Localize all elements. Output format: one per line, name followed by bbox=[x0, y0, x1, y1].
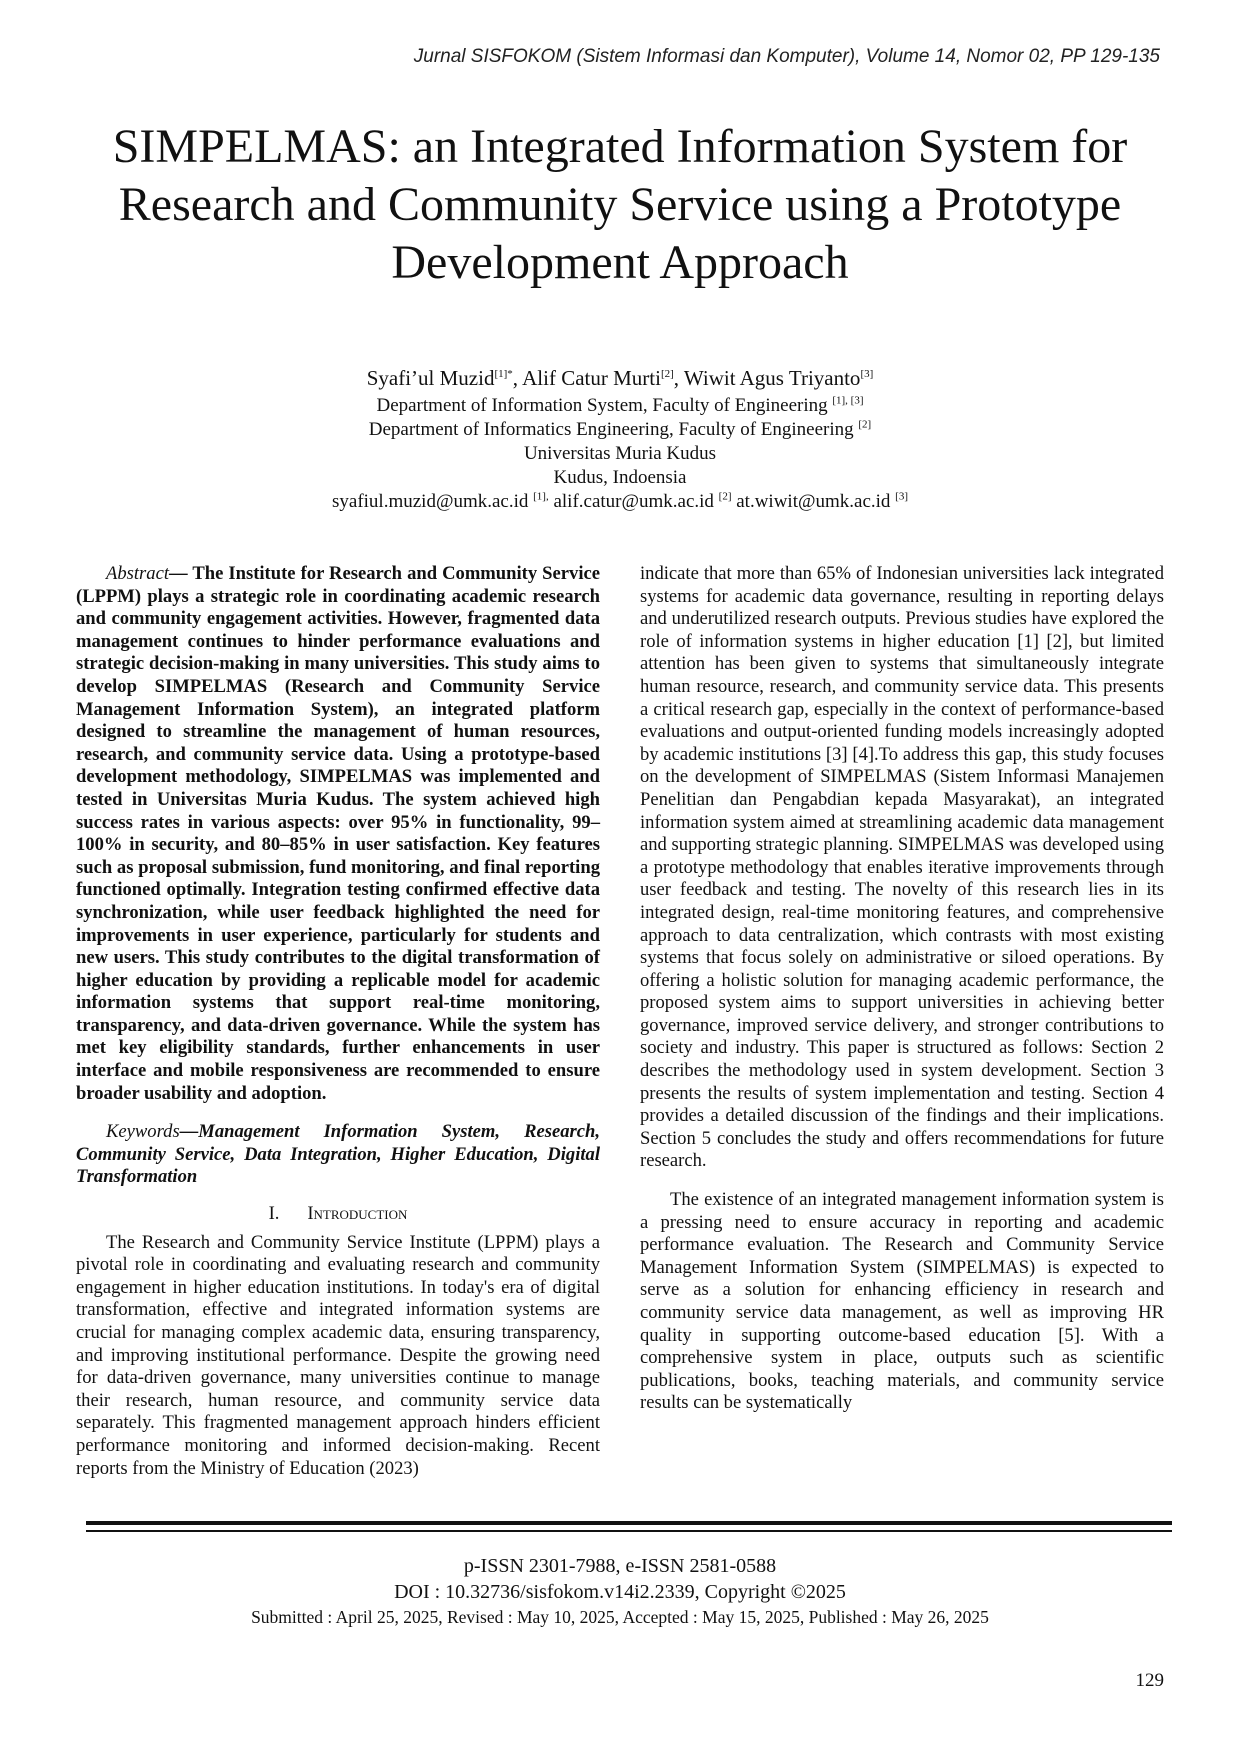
title-line-2: Research and Community Service using a Prototype bbox=[118, 178, 1122, 231]
footer-dates: Submitted : April 25, 2025, Revised : May 10, 2025, Accepted : May 15, 2025, Published : May 26, 2025 bbox=[251, 1607, 989, 1627]
section-number: I. bbox=[268, 1203, 280, 1225]
author-2-ref: [2] bbox=[660, 368, 674, 380]
author-3-ref: [3] bbox=[860, 368, 874, 380]
author-3: Wiwit Agus Triyanto bbox=[683, 366, 861, 390]
email-2-ref: [2] bbox=[718, 490, 732, 503]
keywords-text: —Management Information System, Research, Community Service, Data Integration, Higher Education, Digital Transformation bbox=[76, 1121, 600, 1188]
author-sep: , bbox=[673, 366, 684, 390]
section-title: Introduction bbox=[307, 1203, 408, 1225]
email-3-ref: [3] bbox=[895, 490, 908, 503]
intro-paragraph-1-continued: indicate that more than 65% of Indonesian universities lack integrated systems for academic data governance, resulting in reporting delays and underutilized research outputs. Previous studies have explored the role of information systems in higher education [1] [2], but limited attention has been given to systems that simultaneously integrate human resource, research, and community service data. This presents a critical research gap, especially in the context of performance-based evaluations and output-oriented funding models increasingly adopted by academic institutions [3] [4].To address this gap, this study focuses on the development of SIMPELMAS (Sistem Informasi Manajemen Penelitian dan Pengabdian kepada Masyarakat), an integrated information system aimed at streamlining academic data management and supporting strategic planning. SIMPELMAS was developed using a prototype methodology that enables iterative improvements through user feedback and testing. The novelty of this research lies in its integrated design, real-time monitoring features, and comprehensive approach to data centralization, which contrasts with most existing systems that focus solely on administrative or siloed operations. By offering a holistic solution for managing academic performance, the proposed system aims to support universities in achieving better governance, improved service delivery, and stronger contributions to society and industry. This paper is structured as follows: Section 2 describes the methodology used in system development. Section 3 presents the results of system implementation and testing. Section 4 provides a detailed discussion of the findings and their implications. Section 5 concludes the study and offers recommendations for future research. bbox=[640, 563, 1164, 1172]
page-number: 129 bbox=[1135, 1670, 1164, 1691]
footer-issn: p-ISSN 2301-7988, e-ISSN 2581-0588 bbox=[463, 1555, 777, 1577]
email-2[interactable]: alif.catur@umk.ac.id bbox=[548, 491, 719, 512]
affiliation-2-text: Department of Informatics Engineering, Faculty of Engineering bbox=[368, 419, 859, 440]
affiliation-1-text: Department of Information System, Faculty of Engineering bbox=[376, 395, 833, 416]
authors-block bbox=[160, 364, 1080, 514]
paper-title bbox=[60, 118, 1180, 292]
footer-rule-thick bbox=[86, 1521, 1172, 1525]
email-3[interactable]: at.wiwit@umk.ac.id bbox=[731, 491, 896, 512]
title-line-1: SIMPELMAS: an Integrated Information System for bbox=[112, 120, 1128, 173]
author-2: Alif Catur Murti bbox=[522, 366, 661, 390]
city: Kudus, Indoensia bbox=[553, 467, 687, 488]
abstract-dash: — bbox=[169, 563, 193, 584]
university: Universitas Muria Kudus bbox=[523, 443, 717, 464]
right-column bbox=[640, 563, 1164, 1415]
section-heading-introduction bbox=[76, 1203, 600, 1226]
affiliation-1 bbox=[160, 394, 1080, 418]
author-1: Syafi’ul Muzid bbox=[366, 366, 495, 390]
intro-paragraph-1: The Research and Community Service Institute (LPPM) plays a pivotal role in coordinating and evaluating research and community engagement in higher education institutions. In today's era of digital transformation, effective and integrated information systems are crucial for managing complex academic data, ensuring transparency, and improving institutional performance. Despite the growing need for data-driven governance, many universities continue to manage their research, human resource, and community service data separately. This fragmented management approach hinders efficient performance monitoring and informed decision-making. Recent reports from the Ministry of Education (2023) bbox=[76, 1231, 600, 1479]
abstract-text: The Institute for Research and Community Service (LPPM) plays a strategic role in coordinating academic research and community engagement activities. However, fragmented data management continues to hinder performance evaluations and strategic decision-making in many universities. This study aims to develop SIMPELMAS (Research and Community Service Management Information System), an integrated platform designed to streamline the management of human resources, research, and community service data. Using a prototype-based development methodology, SIMPELMAS was implemented and tested in Universitas Muria Kudus. The system achieved high success rates in various aspects: over 95% in functionality, 99–100% in security, and 80–85% in user satisfaction. Key features such as proposal submission, fund monitoring, and final reporting functioned optimally. Integration testing confirmed effective data synchronization, while user feedback highlighted the need for improvements in user experience, particularly for students and new users. This study contributes to the digital transformation of higher education by providing a replicable model for academic information systems that support real-time monitoring, transparency, and data-driven governance. While the system has met key eligibility standards, further enhancements in user interface and mobile responsiveness are recommended to ensure broader usability and adoption. bbox=[76, 563, 601, 1104]
emails bbox=[160, 490, 1080, 514]
email-1[interactable]: syafiul.muzid@umk.ac.id bbox=[332, 491, 534, 512]
intro-paragraph-2: The existence of an integrated management information system is a pressing need to ensure accuracy in reporting and academic performance evaluation. The Research and Community Service Management Information System (SIMPELMAS) is expected to serve as a solution for enhancing efficiency in research and community service data management, as well as improving HR quality in supporting outcome-based education [5]. With a comprehensive system in place, outputs such as scientific publications, books, teaching materials, and community service results can be systematically bbox=[640, 1189, 1164, 1414]
title-line-3: Development Approach bbox=[391, 236, 849, 289]
author-sep: , bbox=[512, 366, 523, 390]
author-list bbox=[160, 364, 1080, 392]
keywords bbox=[76, 1121, 600, 1189]
journal-header: Jurnal SISFOKOM (Sistem Informasi dan Komputer), Volume 14, Nomor 02, PP 129-135 bbox=[413, 46, 1160, 67]
email-1-ref: [1], bbox=[533, 490, 549, 503]
affiliation-1-ref: [1], [3] bbox=[832, 394, 864, 407]
abstract-label: Abstract bbox=[106, 563, 170, 584]
author-1-ref: [1]* bbox=[494, 368, 513, 380]
affiliation-2 bbox=[160, 418, 1080, 442]
footer-doi: DOI : 10.32736/sisfokom.v14i2.2339, Copyright ©2025 bbox=[394, 1581, 846, 1603]
footer bbox=[0, 1553, 1240, 1629]
affiliation-2-ref: [2] bbox=[858, 418, 872, 431]
footer-rule-thin bbox=[86, 1530, 1172, 1532]
abstract bbox=[76, 563, 600, 1105]
left-column bbox=[76, 563, 600, 1480]
keywords-label: Keywords bbox=[106, 1121, 180, 1143]
